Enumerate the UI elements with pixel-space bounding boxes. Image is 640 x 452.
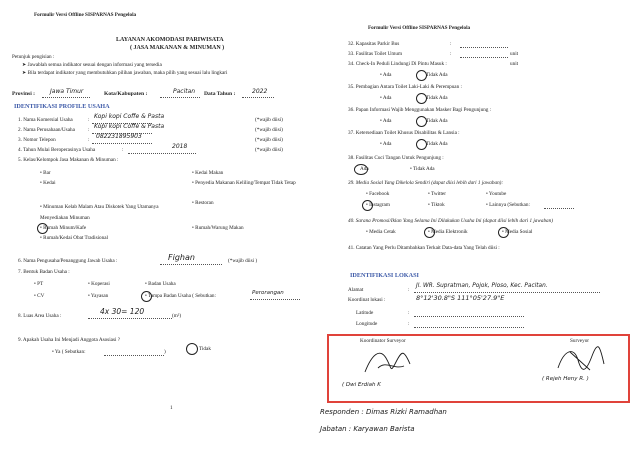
kota-value[interactable]: Pacitan <box>173 88 196 95</box>
guide-label: Petunjuk pengisian : <box>12 54 55 60</box>
q6-label: 6. Nama Pengusaha/Penanggung Jawab Usaha : <box>18 258 118 264</box>
q7-label: 7. Bentuk Badan Usaha : <box>18 269 70 275</box>
option-restoran-label: Restoran <box>195 200 214 206</box>
koordinator-label: Koordinator Surveyor <box>360 338 406 344</box>
option-penyedia[interactable]: • Penyedia Makanan Keliling/Tempat Tidak Tetap <box>192 180 296 186</box>
section-profile: IDENTIFIKASI PROFILE USAHA <box>14 103 110 110</box>
selected-circle <box>37 223 48 234</box>
surveyor-name: ( Rejeh Heny R. ) <box>542 376 589 382</box>
alamat-label: Alamat <box>348 287 364 293</box>
option-kedai-makan[interactable]: • Kedai Makan <box>192 170 224 176</box>
option-media-sosial[interactable]: • Media Sosial <box>502 229 533 235</box>
provinsi-label: Provinsi : <box>12 91 36 97</box>
guide-item-1: ➤ Jawablah semua indikator sesuai dengan informasi yang tersedia <box>22 62 162 68</box>
option-cv[interactable]: • CV <box>34 293 45 299</box>
form-title: LAYANAN AKOMODASI PARIWISATA <box>116 37 224 43</box>
q36-tidak-ada[interactable]: Tidak Ada <box>426 118 448 124</box>
q36-label: 36. Papan Informasi Wajib Menggunakan Masker Bagi Pengunjung : <box>348 107 492 113</box>
q32-label: 32. Kapasitas Parkir Bus <box>348 41 400 47</box>
tahun-label: Data Tahun : <box>204 91 236 97</box>
tahun-value[interactable]: 2022 <box>252 88 268 95</box>
q35-ada[interactable]: • Ada <box>380 95 392 101</box>
kota-label: Kota/Kabupaten : <box>104 91 148 97</box>
option-instagram[interactable]: • Instagram <box>366 202 390 208</box>
option-lainnya[interactable]: • Lainnya (Sebutkan: <box>486 202 530 208</box>
option-yayasan[interactable]: • Yayasan <box>88 293 109 299</box>
option-youtube[interactable]: • Youtube <box>486 191 507 197</box>
q36-ada[interactable]: • Ada <box>380 118 392 124</box>
option-lainnya-label: Lainnya (Sebutkan: <box>489 202 530 208</box>
option-penyedia-label: Penyedia Makanan Keliling/Tempat Tidak Tetap <box>195 180 296 186</box>
option-media-elektronik[interactable]: • Media Elektronik <box>428 229 468 235</box>
form-version-label: Formulir Versi Offline SISPARNAS Pengelola <box>368 25 471 31</box>
option-media-sosial-label: Media Sosial <box>505 229 533 235</box>
q37-label: 37. Ketersediaan Toilet Khusus Disabilitas & Lansia : <box>348 130 460 136</box>
surveyor-label: Surveyor <box>570 338 590 344</box>
signature-highlight-box <box>327 334 630 403</box>
option-kedai-label: Kedai <box>43 180 56 186</box>
q9-option-ya[interactable]: • Ya ( Sebutkan: <box>52 349 86 355</box>
option-tiktok-label: Tiktok <box>431 202 445 208</box>
option-koperasi-label: Koperasi <box>91 281 110 287</box>
q38-tidak-ada[interactable]: • Tidak Ada <box>410 166 435 172</box>
q1-value[interactable]: Kopi kopi Coffe & Pasta <box>94 113 165 120</box>
q38-tidak-ada-label: Tidak Ada <box>413 166 435 172</box>
form-page-left: Formulir Versi Offline SISPARNAS Pengelola LAYANAN AKOMODASI PARIWISATA ( JASA MAKANAN & MINUMAN ) Petunjuk pengisian : ➤ Jawablah semua indikator sesuai dengan informasi yang tersedia ➤ Bila terdapat indikator yang membutuhkan pilihan jawaban, maka pilih yang sesuai lalu lingkari Provinsi : Jawa Timur Kota/Kabupaten : Pacitan Data Tahun : 2022 IDENTIFIKASI PROFILE USAHA 1. Nama Komersial Usaha : Kopi kopi Coffe & Pasta (*wajib diisi) 2. Nama Perusahaan/Usaha : Kopi kopi Coffe & Pasta (*wajib diisi) 3. Nomor Telepon : 082231895903 (*wajib diisi) 4. Tahun Mulai Beroperasinya Usaha : 2018 (*wajib diisi) 5. Kelas/Kelompok Jasa Makanan & Minuman : • Bar • Kedai Makan • Kedai • Penyedia Makanan Keliling/Tempat Tidak Tetap • Restoran • Minuman Kelab Malam Atau Diskotek Yang Utamanya Menyediakan Minuman • Rumah Minum/Kafe • Rumah/Warung Makan • Rumah/Kedai Obat Tradisional 6. Nama Pengusaha/Penanggung Jawab Usaha : Fighan (*wajib diisi ) 7. Bentuk Badan Usaha : • PT • Koperasi • Badan Usaha • CV • Yayasan • Tampa Badan Usaha ( Sebutkan: Perorangan 8. Luas Area Usaha : 4x 30= 120 (m²) 9. Apakah Usaha Ini Menjadi Anggota Asosiasi ? • Ya ( Sebutkan: ) Tidak 1 <box>0 0 320 452</box>
option-twitter-label: Twitter <box>431 191 446 197</box>
option-minuman[interactable]: • Minuman Kelab Malam Atau Diskotek Yang Utamanya Menyediakan Minuman <box>40 204 159 221</box>
option-facebook[interactable]: • Facebook <box>366 191 390 197</box>
provinsi-value[interactable]: Jawa Timur <box>50 88 84 95</box>
option-restoran[interactable]: • Restoran <box>192 200 214 206</box>
option-tanpa-value[interactable]: Perorangan <box>252 290 284 296</box>
jabatan-note: Jabatan : Karyawan Barista <box>320 425 415 433</box>
q40-label: 40. Sarana Promosi/Iklan Yang Selama Ini Dilakukan Usaha Ini (dapat diisi lebih dari 1 jawaban) <box>348 218 553 224</box>
q2-label: 2. Nama Perusahaan/Usaha <box>18 127 75 133</box>
q39-label: 39. Media Sosial Yang Dikelola Sendiri (dapat diisi lebih dari 1 jawaban): <box>348 180 504 186</box>
alamat-value[interactable]: Jl. WR. Supratman, Pojok, Ploso, Kec. Pacitan. <box>416 283 548 289</box>
q6-required: (*wajib diisi ) <box>228 258 258 264</box>
option-minuman-label: Minuman Kelab Malam Atau Diskotek Yang Utamanya Menyediakan Minuman <box>40 204 159 221</box>
option-kedai-makan-label: Kedai Makan <box>195 170 224 176</box>
longitude-label: Longitude <box>356 321 378 327</box>
option-media-cetak[interactable]: • Media Cetak <box>366 229 396 235</box>
option-facebook-label: Facebook <box>369 191 390 197</box>
q34-ada[interactable]: • Ada <box>380 72 392 78</box>
option-tiktok[interactable]: • Tiktok <box>428 202 445 208</box>
q3-required: (*wajib diisi) <box>255 137 283 143</box>
selected-circle <box>186 343 198 355</box>
q33-label: 33. Fasilitas Toilet Umum <box>348 51 403 57</box>
option-instagram-label: Instagram <box>369 202 390 208</box>
latitude-label: Latitude <box>356 310 374 316</box>
q5-label: 5. Kelas/Kelompok Jasa Makanan & Minuman : <box>18 157 119 163</box>
option-rumah-minum[interactable]: • Rumah Minum/Kafe <box>40 225 87 231</box>
q6-value[interactable]: Fighan <box>168 253 195 262</box>
q33-unit: unit <box>510 51 519 57</box>
option-tanpa-badan[interactable]: • Tampa Badan Usaha ( Sebutkan: <box>145 293 216 299</box>
option-cv-label: CV <box>37 293 45 299</box>
q8-unit: (m²) <box>172 313 182 319</box>
q2-value[interactable]: Kopi kopi Coffe & Pasta <box>94 123 165 130</box>
q35-tidak-ada[interactable]: Tidak Ada <box>426 95 448 101</box>
q8-value[interactable]: 4x 30= 120 <box>100 307 145 316</box>
q4-value[interactable]: 2018 <box>172 143 188 150</box>
option-media-elektronik-label: Media Elektronik <box>431 229 468 235</box>
option-badan-usaha[interactable]: • Badan Usaha <box>145 281 176 287</box>
option-kedai[interactable]: • Kedai <box>40 180 56 186</box>
option-bar[interactable]: • Bar <box>40 170 51 176</box>
q1-required: (*wajib diisi) <box>255 117 283 123</box>
q36-ada-label: Ada <box>382 118 392 124</box>
q35-ada-label: Ada <box>382 95 392 101</box>
q9-label: 9. Apakah Usaha Ini Menjadi Anggota Asosiasi ? <box>18 337 121 343</box>
q38-label: 38. Fasilitas Cuci Tangan Untuk Pengunjung : <box>348 155 444 161</box>
q32-unit: unit <box>510 61 519 67</box>
q2-required: (*wajib diisi) <box>255 127 283 133</box>
q8-label: 8. Luas Area Usaha : <box>18 313 62 319</box>
koordinat-value[interactable]: 8°12'30.8"S 111°05'27.9"E <box>416 294 505 302</box>
option-badan-usaha-label: Badan Usaha <box>148 281 176 287</box>
q37-ada-label: Ada <box>382 141 392 147</box>
option-rumah-obat-label: Rumah/Kedai Obat Tradisional <box>43 235 108 241</box>
option-yayasan-label: Yayasan <box>90 293 109 299</box>
guide-item-2: ➤ Bila terdapat indikator yang membutuhkan pilihan jawaban, maka pilih yang sesuai lalu lingkari <box>22 70 228 76</box>
q1-label: 1. Nama Komersial Usaha <box>18 117 73 123</box>
q9-option-ya-label: Ya ( Sebutkan: <box>54 349 86 355</box>
q34-tidak-ada[interactable]: Tidak Ada <box>426 72 448 78</box>
q3-value[interactable]: 082231895903 <box>96 133 142 140</box>
q9-option-tidak[interactable]: Tidak <box>199 346 211 352</box>
q4-required: (*wajib diisi) <box>255 147 283 153</box>
option-tanpa-badan-label: Tampa Badan Usaha ( Sebutkan: <box>148 293 216 299</box>
option-pt-label: PT <box>37 281 44 287</box>
option-bar-label: Bar <box>43 170 51 176</box>
option-twitter[interactable]: • Twitter <box>428 191 446 197</box>
option-youtube-label: Youtube <box>488 191 507 197</box>
q41-label: 41. Catatan Yang Perlu Ditambahkan Terkait Data-data Yang Telah diisi : <box>348 245 500 251</box>
form-subtitle: ( JASA MAKANAN & MINUMAN ) <box>130 45 225 51</box>
q37-ada[interactable]: • Ada <box>380 141 392 147</box>
page-number: 1 <box>170 405 173 411</box>
q38-ada[interactable]: Ada <box>360 166 369 172</box>
option-media-cetak-label: Media Cetak <box>369 229 396 235</box>
option-rumah-obat[interactable]: • Rumah/Kedai Obat Tradisional <box>40 235 108 241</box>
form-version-label: Formulir Versi Offline SISPARNAS Pengelola <box>34 12 137 18</box>
q4-label: 4. Tahun Mulai Beroperasinya Usaha <box>18 147 96 153</box>
q34-label: 34. Check-In Peduli Lindungi Di Pintu Masuk : <box>348 61 447 67</box>
q35-label: 35. Pembagian Antara Toilet Laki-Laki & Perempuan : <box>348 84 462 90</box>
option-rumah-warung[interactable]: • Rumah/Warung Makan <box>192 225 244 231</box>
form-page-right: Formulir Versi Offline SISPARNAS Pengelola 32. Kapasitas Parkir Bus : 33. Fasilitas Toilet Umum : unit 34. Check-In Peduli Lindungi Di Pintu Masuk : unit • Ada Tidak Ada 35. Pembagian Antara Toilet Laki-Laki & Perempuan : • Ada Tidak Ada 36. Papan Informasi Wajib Menggunakan Masker Bagi Pengunjung : • Ada Tidak Ada 37. Ketersediaan Toilet Khusus Disabilitas & Lansia : • Ada Tidak Ada 38. Fasilitas Cuci Tangan Untuk Pengunjung : Ada • Tidak Ada 39. Media Sosial Yang Dikelola Sendiri (dapat diisi lebih dari 1 jawaban): • Facebook • Twitter • Youtube • Instagram • Tiktok • Lainnya (Sebutkan: 40. Sarana Promosi/Iklan Yang Selama Ini Dilakukan Usaha Ini (dapat diisi lebih dari 1 jawaban) • Media Cetak • Media Elektronik • Media Sosial 41. Catatan Yang Perlu Ditambahkan Terkait Data-data Yang Telah diisi : IDENTIFIKASI LOKASI Alamat : Jl. WR. Supratman, Pojok, Ploso, Kec. Pacitan. Koordinat lokasi : 8°12'30.8"S 111°05'27.9"E Latitude : Longitude : Koordinator Surveyor Surveyor ( Dwi Erdiah K ( Rejeh Heny R. ) Responden : Dimas Rizki Ramadhan Jabatan : Karyawan Barista <box>320 0 640 452</box>
option-rumah-warung-label: Rumah/Warung Makan <box>195 225 244 231</box>
responden-note: Responden : Dimas Rizki Ramadhan <box>320 408 447 416</box>
guide-text-2: Bila terdapat indikator yang membutuhkan pilihan jawaban, maka pilih yang sesuai lalu lingkari <box>27 70 228 76</box>
koordinator-name: ( Dwi Erdiah K <box>342 382 381 388</box>
section-lokasi: IDENTIFIKASI LOKASI <box>350 272 419 279</box>
q3-label: 3. Nomor Telepon <box>18 137 56 143</box>
option-koperasi[interactable]: • Koperasi <box>88 281 110 287</box>
guide-text-1: Jawablah semua indikator sesuai dengan informasi yang tersedia <box>27 62 162 68</box>
q34-ada-label: Ada <box>382 72 392 78</box>
q37-tidak-ada[interactable]: Tidak Ada <box>426 141 448 147</box>
option-pt[interactable]: • PT <box>34 281 44 287</box>
option-rumah-minum-label: Rumah Minum/Kafe <box>43 225 87 231</box>
koordinat-label: Koordinat lokasi : <box>348 297 386 303</box>
